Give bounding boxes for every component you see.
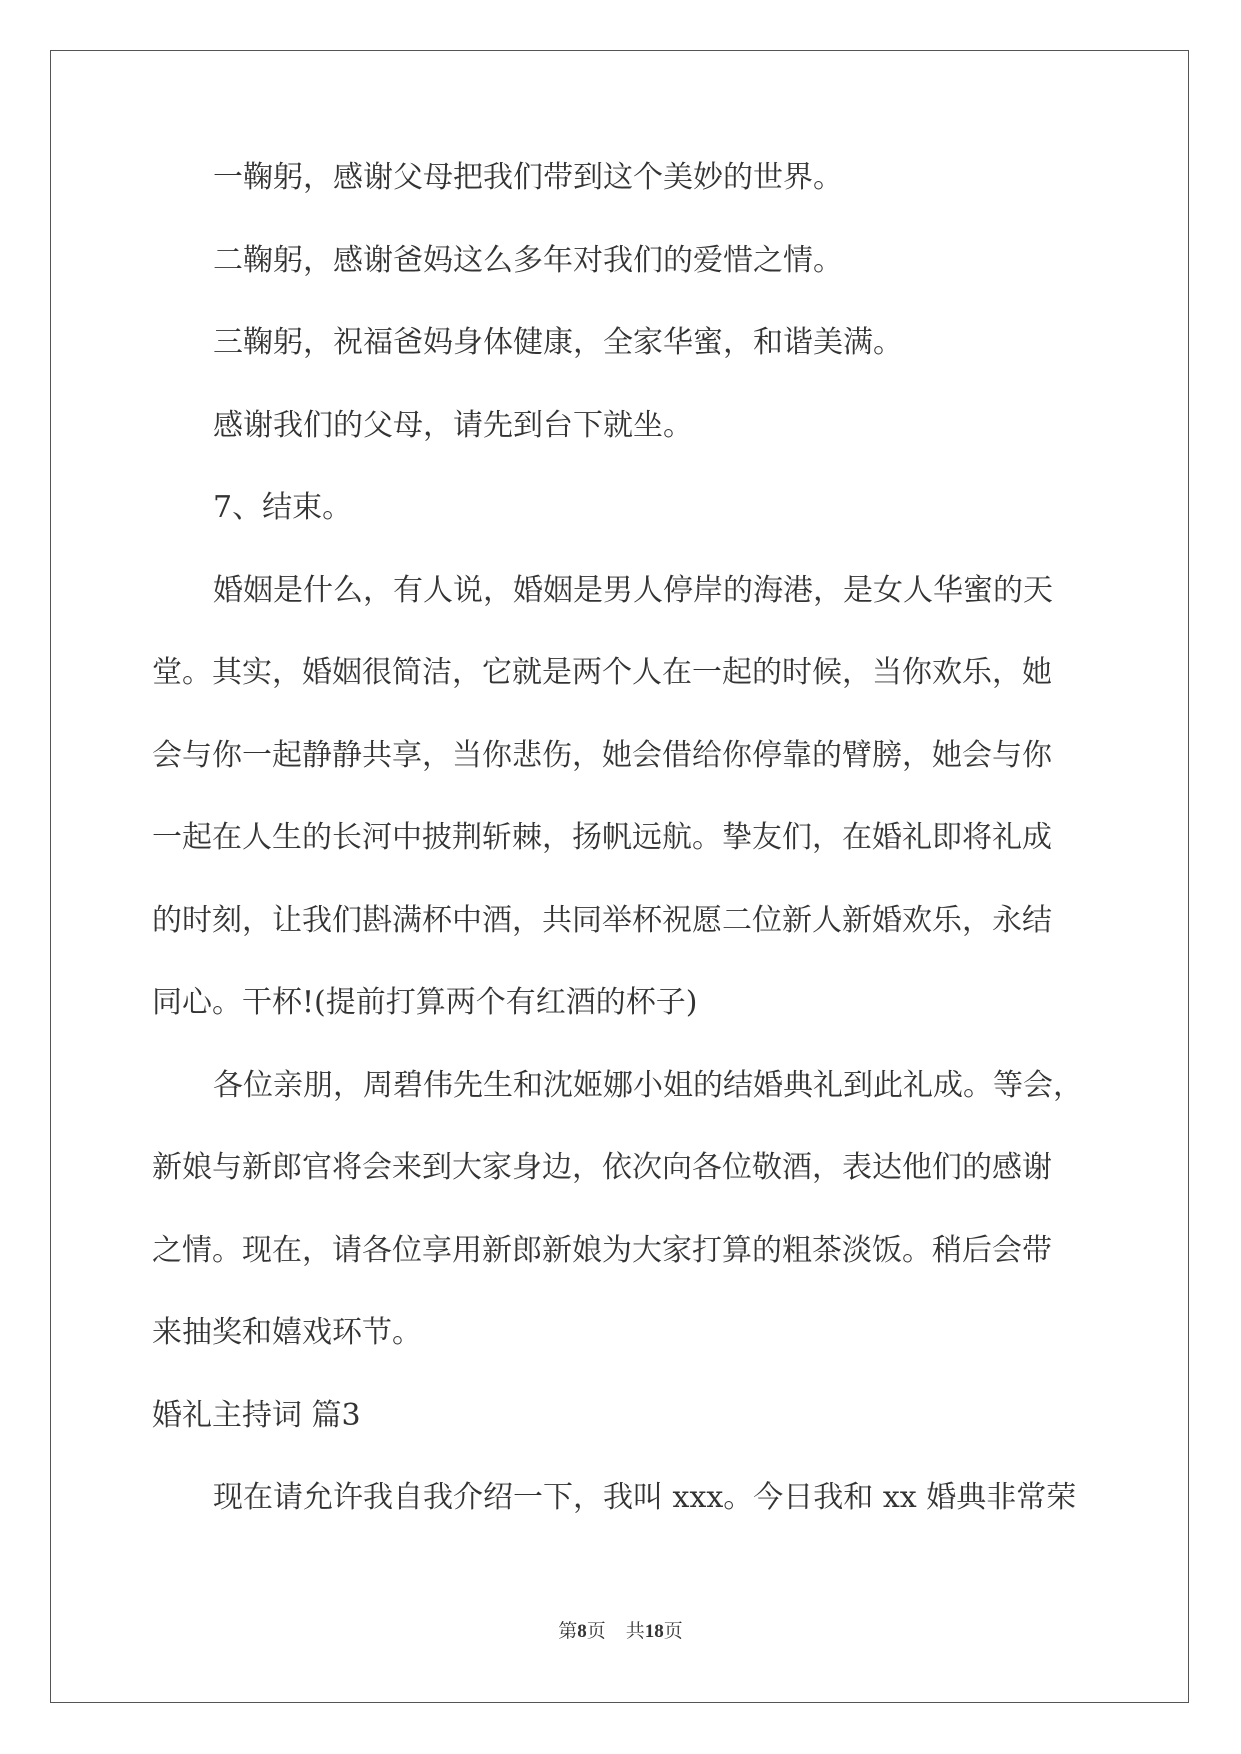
- paragraph-line: 的时刻，让我们斟满杯中酒，共同举杯祝愿二位新人新婚欢乐，永结: [152, 902, 1052, 938]
- page-suffix: 页: [586, 1620, 606, 1642]
- paragraph-line: 会与你一起静静共享，当你悲伤，她会借给你停靠的臂膀，她会与你: [152, 737, 1052, 773]
- paragraph-line: 二鞠躬，感谢爸妈这么多年对我们的爱惜之情。: [213, 242, 843, 278]
- paragraph-line: 堂。其实，婚姻很简洁，它就是两个人在一起的时候，当你欢乐，她: [152, 655, 1052, 690]
- paragraph-line: 感谢我们的父母，请先到台下就坐。: [213, 407, 693, 443]
- paragraph-line: 同心。干杯!(提前打算两个有红酒的杯子): [152, 985, 698, 1020]
- total-prefix: 共: [625, 1620, 645, 1642]
- section-item: 7、结束。: [213, 490, 353, 525]
- document-body: [152, 157, 1092, 1560]
- paragraph-line: 来抽奖和嬉戏环节。: [152, 1315, 422, 1350]
- paragraph-line: 一起在人生的长河中披荆斩棘，扬帆远航。挚友们，在婚礼即将礼成: [152, 820, 1052, 855]
- paragraph-line: 现在请允许我自我介绍一下，我叫 xxx。今日我和 xx 婚典非常荣: [213, 1480, 1077, 1515]
- page-prefix: 第: [558, 1620, 578, 1642]
- total-suffix: 页: [663, 1620, 683, 1642]
- paragraph-line: 新娘与新郎官将会来到大家身边，依次向各位敬酒，表达他们的感谢: [152, 1150, 1052, 1185]
- section-heading: 婚礼主持词 篇3: [152, 1397, 361, 1433]
- page-number: 8: [577, 1621, 587, 1642]
- paragraph-line: 各位亲朋，周碧伟先生和沈姬娜小姐的结婚典礼到此礼成。等会，: [213, 1067, 1083, 1103]
- page-footer: [0, 1616, 1241, 1643]
- paragraph-line: 一鞠躬，感谢父母把我们带到这个美妙的世界。: [213, 160, 843, 195]
- total-pages: 18: [644, 1621, 664, 1642]
- paragraph-line: 之情。现在，请各位享用新郎新娘为大家打算的粗茶淡饭。稍后会带: [152, 1232, 1052, 1268]
- paragraph-line: 婚姻是什么，有人说，婚姻是男人停岸的海港，是女人华蜜的天: [213, 572, 1053, 608]
- paragraph-line: 三鞠躬，祝福爸妈身体健康，全家华蜜，和谐美满。: [213, 325, 903, 360]
